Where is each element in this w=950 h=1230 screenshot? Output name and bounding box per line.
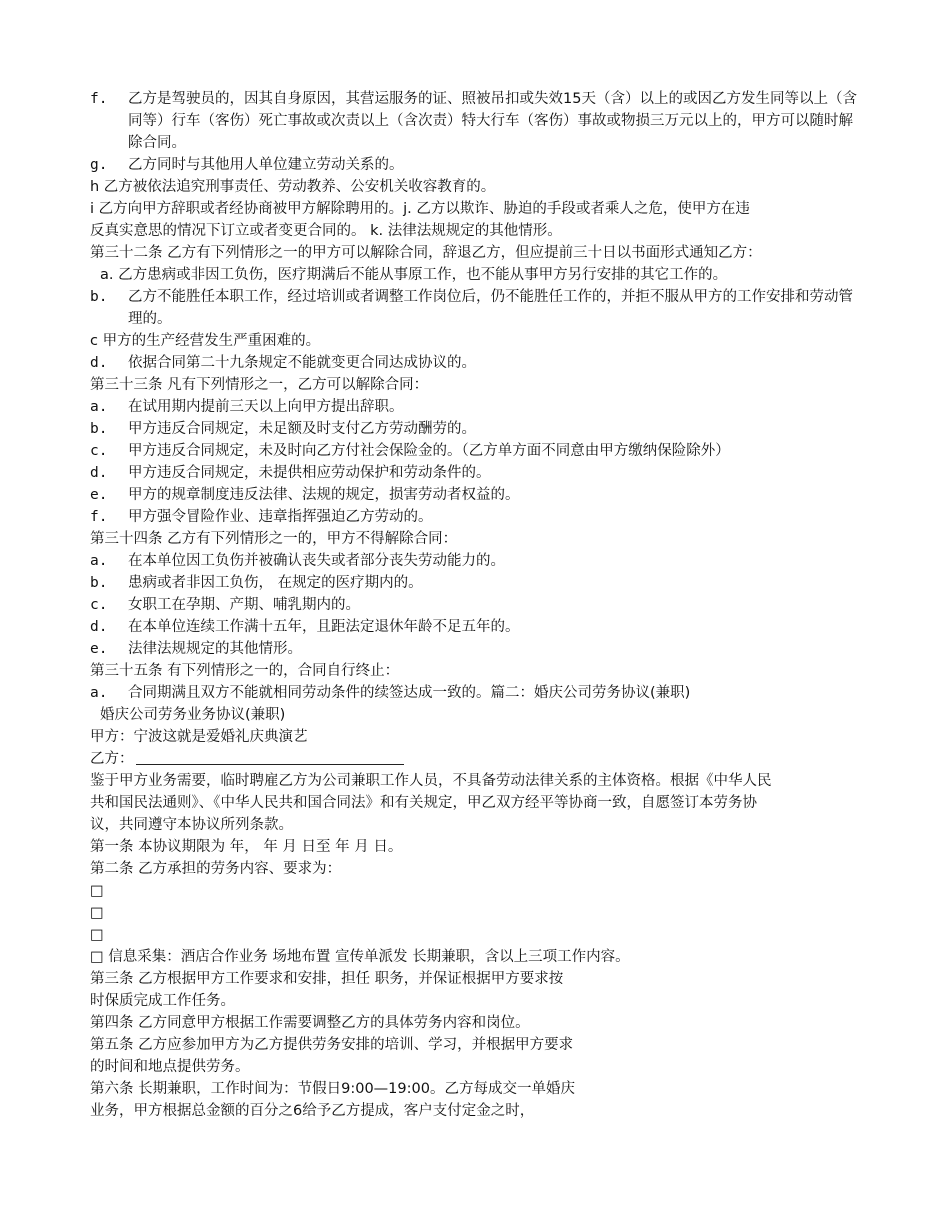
article-34-item-a	[90, 550, 865, 572]
article-32-item-a: a. 乙方患病或非因工负伤，医疗期满后不能从事原工作，也不能从事甲方另行安排的其它工作的。	[100, 267, 728, 283]
article-6-line1: 第六条 长期兼职，工作时间为：节假日9:00—19:00。乙方每成交一单婚庆	[90, 1081, 575, 1097]
item-text: 甲方的规章制度违反法律、法规的规定，损害劳动者权益的。	[128, 487, 520, 503]
article-1: 第一条 本协议期限为 年， 年 月 日至 年 月 日。	[90, 839, 403, 855]
item-text: 乙方不能胜任本职工作，经过培训或者调整工作岗位后，仍不能胜任工作的，并拒不服从甲方的工作安排和劳动管理的。	[128, 289, 853, 327]
clause-g	[90, 154, 865, 176]
article-34-item-d	[90, 616, 865, 638]
article-32-item-d	[90, 352, 865, 374]
item-label: e.	[90, 641, 108, 657]
party-b-label: 乙方：	[90, 751, 134, 767]
article-34-item-b	[90, 572, 865, 594]
item-label: g.	[90, 157, 108, 173]
item-label: f.	[90, 91, 108, 107]
article-5-line1: 第五条 乙方应参加甲方为乙方提供劳务安排的培训、学习，并根据甲方要求	[90, 1037, 574, 1053]
article-33-item-a	[90, 396, 865, 418]
item-label: a.	[90, 399, 108, 415]
article-32-item-b	[90, 286, 865, 330]
article-5-line2: 的时间和地点提供劳务。	[90, 1059, 250, 1075]
article-33-item-b	[90, 418, 865, 440]
item-label: d.	[90, 465, 108, 481]
article-34-heading: 第三十四条 乙方有下列情形之一的，甲方不得解除合同：	[90, 531, 458, 547]
item-label: b.	[90, 421, 108, 437]
clause-h: h 乙方被依法追究刑事责任、劳动教养、公安机关收容教育的。	[90, 179, 496, 195]
article-33-heading: 第三十三条 凡有下列情形之一，乙方可以解除合同：	[90, 377, 429, 393]
party-b-blank-line	[136, 750, 404, 765]
item-text: 女职工在孕期、产期、哺乳期内的。	[128, 597, 360, 613]
clause-f-driver	[90, 88, 865, 154]
article-32-heading: 第三十二条 乙方有下列情形之一的甲方可以解除合同，辞退乙方，但应提前三十日以书面形式通知乙方：	[90, 245, 762, 261]
party-a: 甲方：宁波这就是爱婚礼庆典演艺	[90, 729, 308, 745]
article-33-item-d	[90, 462, 865, 484]
article-3-line1: 第三条 乙方根据甲方工作要求和安排，担任 职务，并保证根据甲方要求按	[90, 971, 564, 987]
item-text: 在试用期内提前三天以上向甲方提出辞职。	[128, 399, 404, 415]
item-label: a.	[90, 553, 108, 569]
article-33-item-c	[90, 440, 865, 462]
article-33-item-e	[90, 484, 865, 506]
checkbox-1: □	[90, 883, 104, 899]
party-b	[90, 748, 865, 770]
item-text: 乙方是驾驶员的，因其自身原因，其营运服务的证、照被吊扣或失效15天（含）以上的或因乙方发生同等以上（含同等）行车（客伤）死亡事故或次责以上（含次责）特大行车（客伤）事故或物损三万元以上的，甲方可以随时解除合同。	[128, 91, 857, 151]
item-label: b.	[90, 575, 108, 591]
item-label: b.	[90, 289, 108, 305]
item-label: c.	[90, 443, 108, 459]
item-text: 患病或者非因工负伤， 在规定的医疗期内的。	[128, 575, 423, 591]
item-label: c.	[90, 597, 108, 613]
article-4: 第四条 乙方同意甲方根据工作需要调整乙方的具体劳务内容和岗位。	[90, 1015, 530, 1031]
item-label: e.	[90, 487, 108, 503]
item-label: f.	[90, 509, 108, 525]
preamble-line3: 议，共同遵守本协议所列条款。	[90, 817, 293, 833]
document-page	[90, 88, 865, 1122]
agreement-title: 婚庆公司劳务业务协议(兼职)	[100, 707, 286, 723]
item-label: d.	[90, 619, 108, 635]
item-text: 在本单位连续工作满十五年，且距法定退休年龄不足五年的。	[128, 619, 520, 635]
item-text: 在本单位因工负伤并被确认丧失或者部分丧失劳动能力的。	[128, 553, 505, 569]
article-6-line2: 业务，甲方根据总金额的百分之6给予乙方提成，客户支付定金之时，	[90, 1103, 535, 1119]
article-3-line2: 时保质完成工作任务。	[90, 993, 235, 1009]
checkbox-4-info: □ 信息采集：酒店合作业务 场地布置 宣传单派发 长期兼职，含以上三项工作内容。	[90, 949, 630, 965]
item-text: 甲方违反合同规定，未足额及时支付乙方劳动酬劳的。	[128, 421, 476, 437]
item-label: d.	[90, 355, 108, 371]
item-text: 合同期满且双方不能就相同劳动条件的续签达成一致的。篇二：婚庆公司劳务协议(兼职)	[128, 685, 691, 701]
article-34-item-c	[90, 594, 865, 616]
checkbox-3: □	[90, 927, 104, 943]
article-35-item-a	[90, 682, 865, 704]
item-text: 法律法规规定的其他情形。	[128, 641, 302, 657]
item-label: a.	[90, 685, 108, 701]
article-32-item-c: c 甲方的生产经营发生严重困难的。	[90, 333, 321, 349]
preamble-line1: 鉴于甲方业务需要，临时聘雇乙方为公司兼职工作人员，不具备劳动法律关系的主体资格。根据《中华人民	[90, 773, 772, 789]
item-text: 甲方违反合同规定，未提供相应劳动保护和劳动条件的。	[128, 465, 491, 481]
article-2: 第二条 乙方承担的劳务内容、要求为：	[90, 861, 342, 877]
item-text: 依据合同第二十九条规定不能就变更合同达成协议的。	[128, 355, 476, 371]
item-text: 甲方违反合同规定，未及时向乙方付社会保险金的。（乙方单方面不同意由甲方缴纳保险除外）	[128, 443, 730, 459]
clause-i-j-line2: 反真实意思的情况下订立或者变更合同的。 k. 法律法规规定的其他情形。	[90, 223, 562, 239]
article-33-item-f	[90, 506, 865, 528]
item-text: 甲方强令冒险作业、违章指挥强迫乙方劳动的。	[128, 509, 433, 525]
article-34-item-e	[90, 638, 865, 660]
article-35-heading: 第三十五条 有下列情形之一的，合同自行终止：	[90, 663, 400, 679]
checkbox-2: □	[90, 905, 104, 921]
clause-i-j-line1: i 乙方向甲方辞职或者经协商被甲方解除聘用的。j. 乙方以欺诈、胁迫的手段或者乘人之危，使甲方在违	[90, 201, 750, 217]
preamble-line2: 共和国民法通则》、《中华人民共和国合同法》和有关规定，甲乙双方经平等协商一致，自愿签订本劳务协	[90, 795, 757, 811]
item-text: 乙方同时与其他用人单位建立劳动关系的。	[128, 157, 404, 173]
